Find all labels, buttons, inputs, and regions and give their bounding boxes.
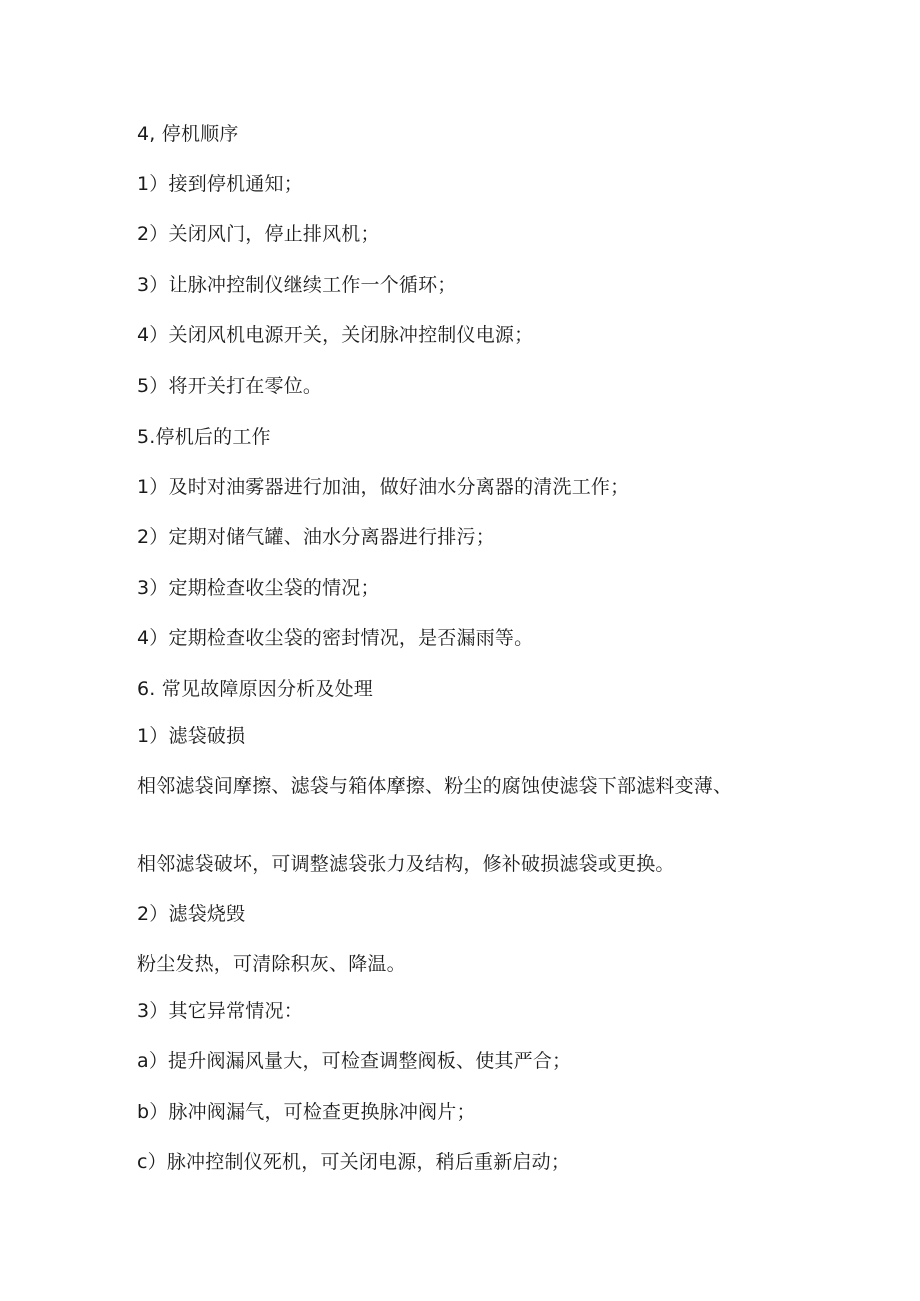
list-item: a）提升阀漏风量大，可检查调整阀板、使其严合； bbox=[137, 1050, 572, 1072]
section-heading-shutdown-sequence: 4, 停机顺序 bbox=[137, 123, 239, 145]
list-item: 3）让脉冲控制仪继续工作一个循环； bbox=[137, 274, 457, 296]
list-item: b）脉冲阀漏气，可检查更换脉冲阀片； bbox=[137, 1101, 476, 1123]
paragraph: 相邻滤袋间摩擦、滤袋与箱体摩擦、粉尘的腐蚀使滤袋下部滤料变薄、 bbox=[137, 775, 733, 797]
section-heading-after-shutdown: 5.停机后的工作 bbox=[137, 426, 271, 448]
list-item: 1）及时对油雾器进行加油，做好油水分离器的清洗工作； bbox=[137, 476, 630, 498]
list-item: c）脉冲控制仪死机，可关闭电源，稍后重新启动； bbox=[137, 1151, 571, 1173]
paragraph: 相邻滤袋破坏，可调整滤袋张力及结构，修补破损滤袋或更换。 bbox=[137, 853, 675, 875]
list-item: 4）关闭风机电源开关，关闭脉冲控制仪电源； bbox=[137, 324, 534, 346]
list-item: 3）其它异常情况： bbox=[137, 1000, 303, 1022]
list-item: 4）定期检查收尘袋的密封情况，是否漏雨等。 bbox=[137, 627, 534, 649]
list-item: 1）滤袋破损 bbox=[137, 725, 246, 747]
list-item: 2）关闭风门，停止排风机； bbox=[137, 223, 380, 245]
section-heading-common-faults: 6. 常见故障原因分析及处理 bbox=[137, 678, 373, 700]
list-item: 2）定期对储气罐、油水分离器进行排污； bbox=[137, 526, 495, 548]
list-item: 3）定期检查收尘袋的情况； bbox=[137, 577, 380, 599]
paragraph: 粉尘发热，可清除积灰、降温。 bbox=[137, 953, 406, 975]
list-item: 5）将开关打在零位。 bbox=[137, 375, 323, 397]
list-item: 2）滤袋烧毁 bbox=[137, 903, 246, 925]
list-item: 1）接到停机通知； bbox=[137, 173, 303, 195]
